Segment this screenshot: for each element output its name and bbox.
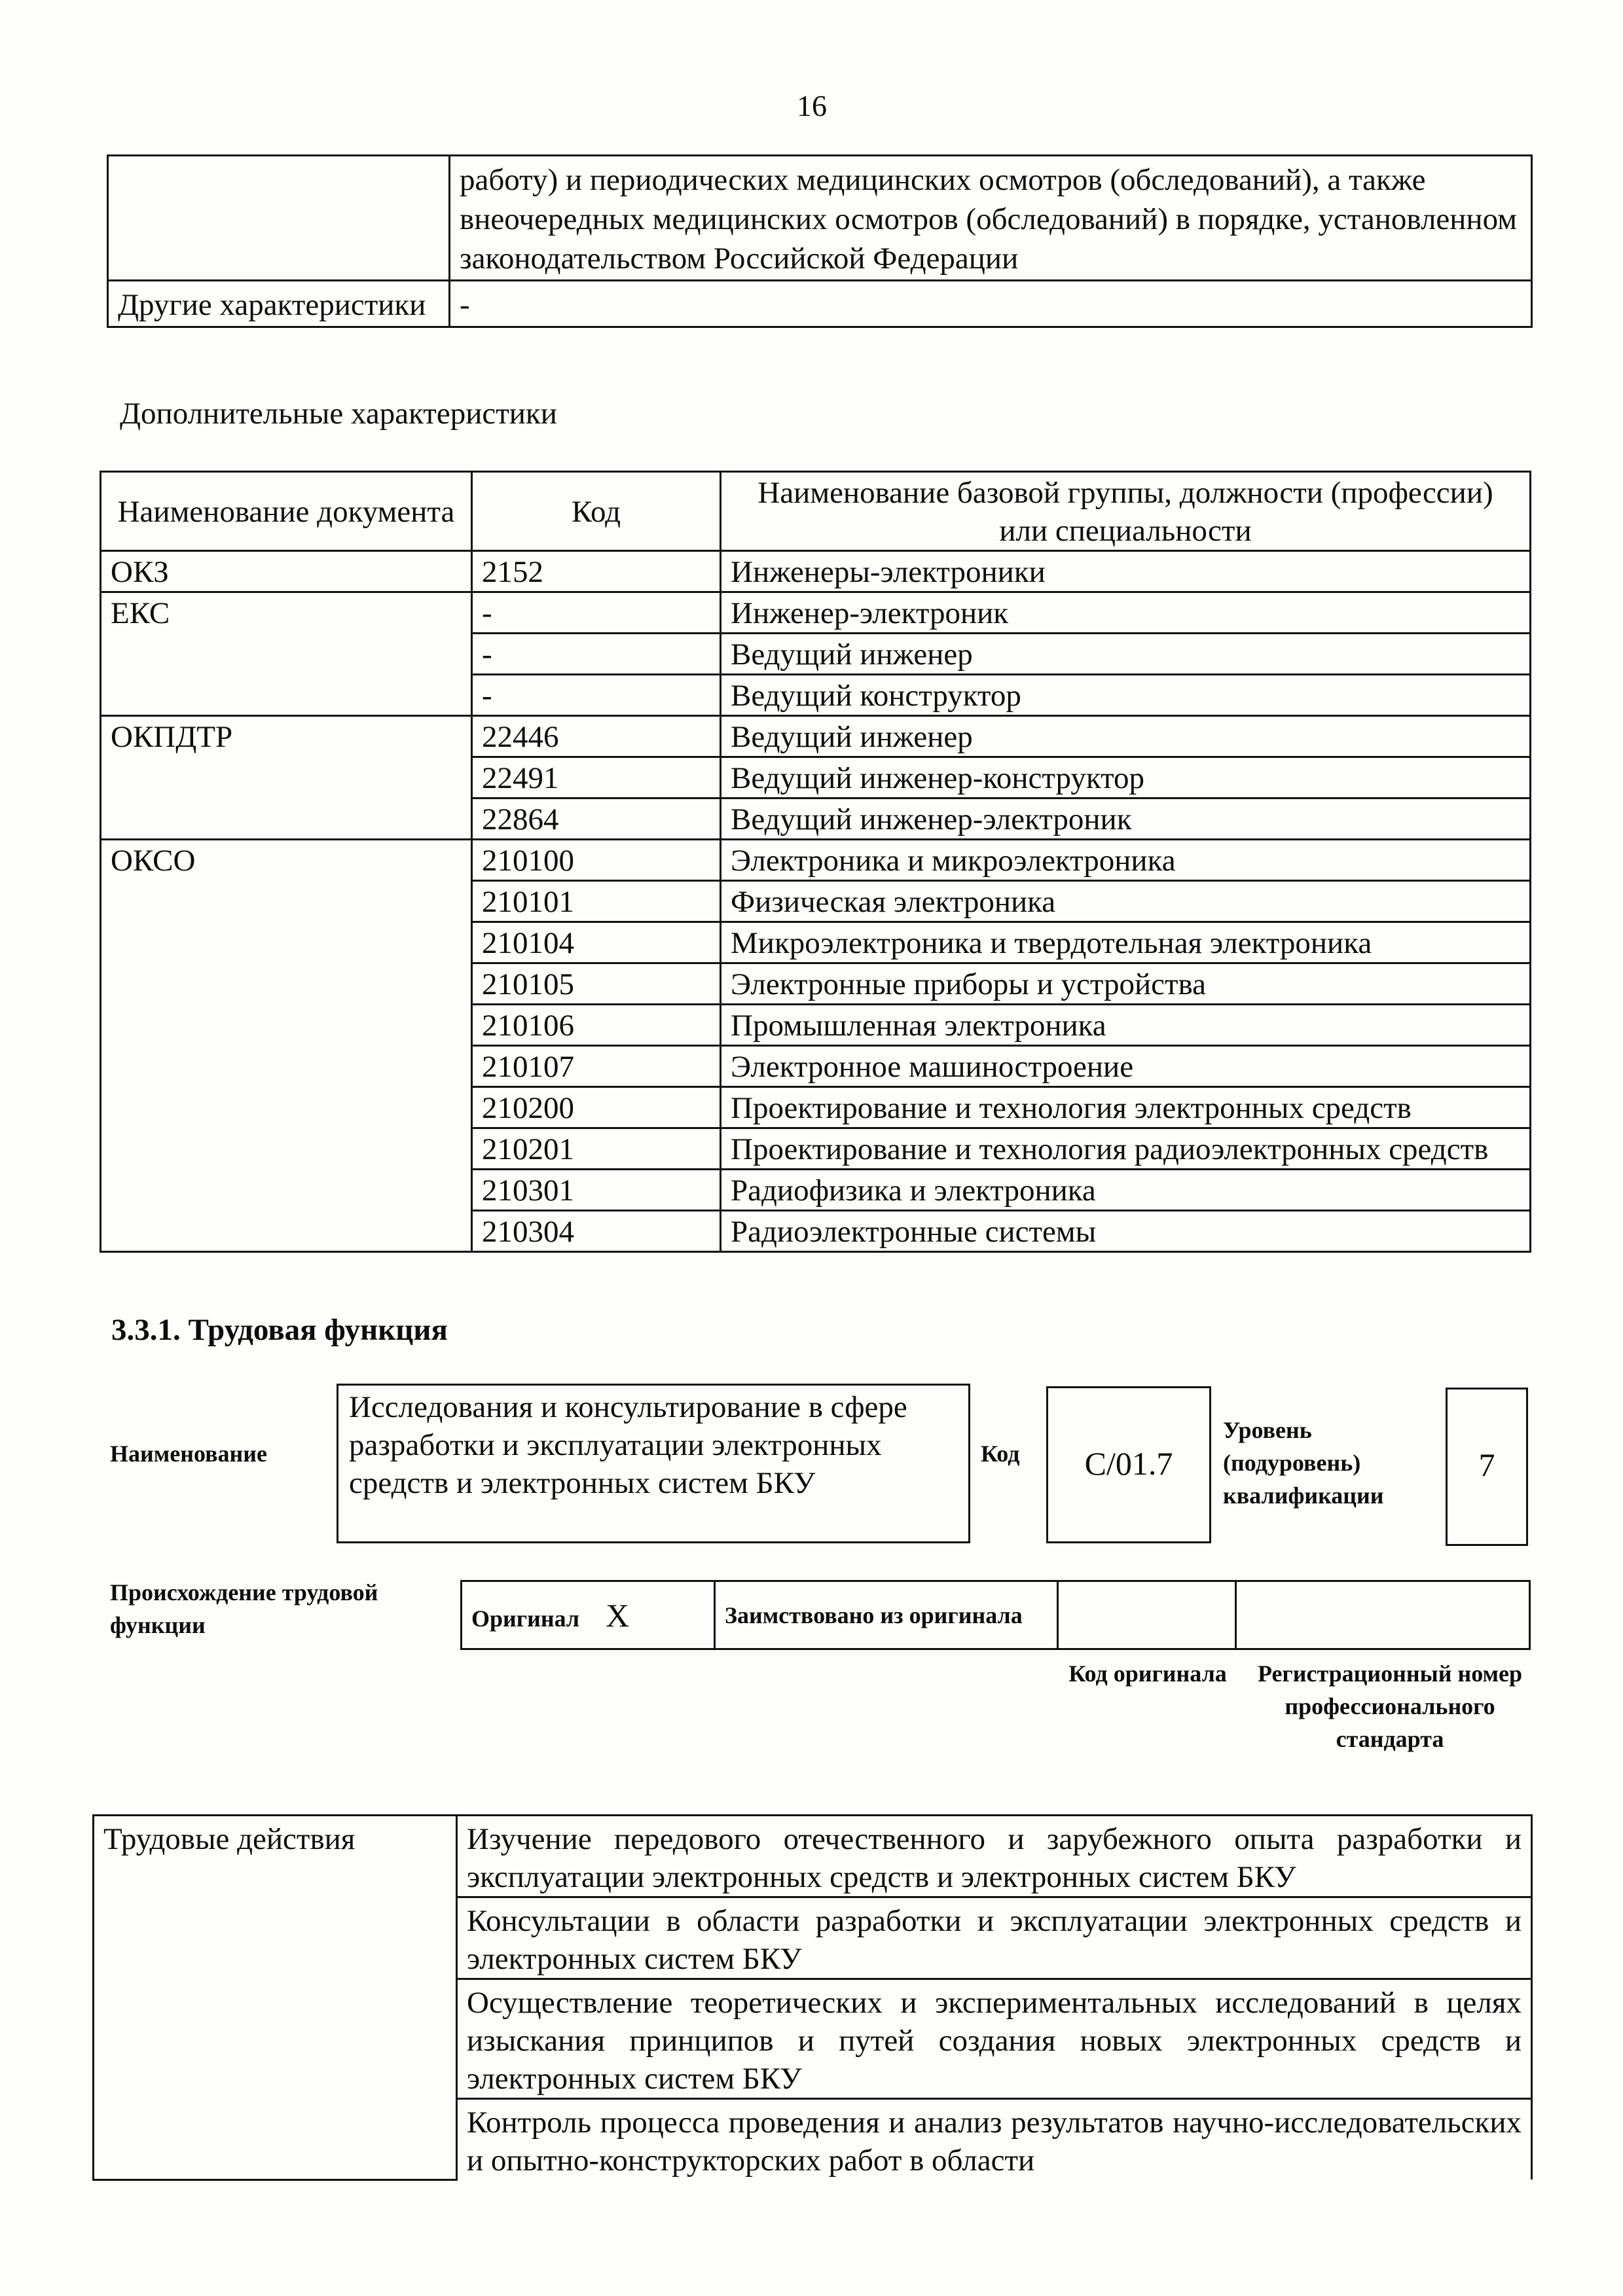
name-cell: Промышленная электроника bbox=[721, 1005, 1531, 1046]
original-code-cell bbox=[1058, 1581, 1236, 1649]
code-cell: 210100 bbox=[472, 840, 721, 881]
code-cell: - bbox=[472, 675, 721, 716]
name-cell: Электронные приборы и устройства bbox=[721, 963, 1531, 1005]
table-row bbox=[94, 1816, 1532, 1897]
table-header-row bbox=[101, 472, 1531, 551]
origin-table bbox=[460, 1580, 1531, 1650]
table-row bbox=[101, 840, 1531, 881]
labor-actions-label: Трудовые действия bbox=[94, 1816, 457, 2180]
code-cell: 210105 bbox=[472, 963, 721, 1005]
top-table bbox=[107, 154, 1533, 328]
table-row bbox=[462, 1581, 1530, 1649]
table-row bbox=[101, 551, 1531, 592]
name-cell: Ведущий инженер bbox=[721, 634, 1531, 675]
code-cell: 210301 bbox=[472, 1170, 721, 1211]
name-cell: Ведущий инженер bbox=[721, 716, 1531, 757]
other-characteristics-label: Другие характеристики bbox=[108, 281, 450, 327]
labor-action-item: Изучение передового отечественного и зарубежного опыта разработки и эксплуатации электронных средств и электронных систем БКУ bbox=[457, 1816, 1532, 1897]
code-cell: 210106 bbox=[472, 1005, 721, 1046]
name-cell: Электроника и микроэлектроника bbox=[721, 840, 1531, 881]
name-cell: Радиофизика и электроника bbox=[721, 1170, 1531, 1211]
labor-actions-table bbox=[92, 1814, 1533, 2181]
name-cell: Инженер-электроник bbox=[721, 592, 1531, 634]
code-cell: 210304 bbox=[472, 1211, 721, 1252]
name-cell: Ведущий инженер-электроник bbox=[721, 798, 1531, 840]
table-cell bbox=[108, 156, 450, 281]
code-cell: 22446 bbox=[472, 716, 721, 757]
table-row bbox=[108, 156, 1532, 281]
column-header-code: Код bbox=[472, 472, 721, 551]
code-cell: 210104 bbox=[472, 922, 721, 963]
name-cell: Электронное машиностроение bbox=[721, 1046, 1531, 1087]
original-mark: X bbox=[606, 1596, 630, 1634]
code-cell: 210107 bbox=[472, 1046, 721, 1087]
level-value-box: 7 bbox=[1446, 1388, 1528, 1546]
level-label: Уровень (подуровень) квалификации bbox=[1223, 1417, 1384, 1509]
table-row bbox=[101, 592, 1531, 634]
section-heading: 3.3.1. Трудовая функция bbox=[111, 1313, 448, 1347]
name-cell: Радиоэлектронные системы bbox=[721, 1211, 1531, 1252]
original-cell bbox=[462, 1581, 715, 1649]
code-cell: - bbox=[472, 634, 721, 675]
borrowed-label: Заимствовано из оригинала bbox=[725, 1602, 1023, 1628]
continuation-text: работу) и периодических медицинских осмотров (обследований), а также внеочередных медицинских осмотров (обследований) в порядке, установленном законодательством Российской Федерации bbox=[450, 156, 1532, 281]
code-cell: - bbox=[472, 592, 721, 634]
borrowed-cell bbox=[715, 1581, 1058, 1649]
code-cell: 210200 bbox=[472, 1087, 721, 1128]
code-cell: 210201 bbox=[472, 1128, 721, 1170]
origin-label: Происхождение трудовой функции bbox=[110, 1579, 378, 1638]
other-characteristics-value: - bbox=[450, 281, 1532, 327]
labor-action-item: Консультации в области разработки и эксплуатации электронных средств и электронных систем БКУ bbox=[457, 1897, 1532, 1979]
code-label: Код bbox=[981, 1441, 1020, 1467]
table-row bbox=[108, 281, 1532, 327]
doc-cell: ЕКС bbox=[101, 592, 472, 716]
code-cell: 22491 bbox=[472, 757, 721, 798]
doc-cell: ОКЗ bbox=[101, 551, 472, 592]
labor-action-item: Осуществление теоретических и экспериментальных исследований в целях изыскания принципов и путей создания новых электронных средств и электронных систем БКУ bbox=[457, 1979, 1532, 2099]
code-cell: 22864 bbox=[472, 798, 721, 840]
registration-number-cell bbox=[1236, 1581, 1530, 1649]
name-cell: Физическая электроника bbox=[721, 881, 1531, 922]
name-label: Наименование bbox=[110, 1441, 267, 1467]
column-header-name: Наименование базовой группы, должности (профессии) или специальности bbox=[721, 472, 1531, 551]
column-header-doc: Наименование документа bbox=[101, 472, 472, 551]
page-number: 16 bbox=[797, 89, 827, 122]
doc-cell: ОКПДТР bbox=[101, 716, 472, 840]
name-cell: Ведущий конструктор bbox=[721, 675, 1531, 716]
name-cell: Инженеры-электроники bbox=[721, 551, 1531, 592]
function-code-box: C/01.7 bbox=[1046, 1386, 1211, 1543]
extra-characteristics-table bbox=[100, 471, 1531, 1253]
code-cell: 2152 bbox=[472, 551, 721, 592]
registration-number-caption: Регистрационный номер профессионального стандарта bbox=[1257, 1660, 1523, 1752]
name-cell: Проектирование и технология радиоэлектронных средств bbox=[721, 1128, 1531, 1170]
function-name-box: Исследования и консультирование в сфере разработки и эксплуатации электронных средств и электронных систем БКУ bbox=[337, 1384, 970, 1543]
name-cell: Микроэлектроника и твердотельная электроника bbox=[721, 922, 1531, 963]
original-code-caption: Код оригинала bbox=[1068, 1660, 1227, 1687]
doc-cell: ОКСО bbox=[101, 840, 472, 1252]
section-title: Дополнительные характеристики bbox=[120, 397, 557, 431]
name-cell: Ведущий инженер-конструктор bbox=[721, 757, 1531, 798]
code-cell: 210101 bbox=[472, 881, 721, 922]
original-label: Оригинал bbox=[471, 1605, 580, 1632]
table-row bbox=[101, 716, 1531, 757]
labor-action-item: Контроль процесса проведения и анализ результатов научно-исследовательских и опытно-конструкторских работ в области bbox=[457, 2099, 1532, 2180]
name-cell: Проектирование и технология электронных средств bbox=[721, 1087, 1531, 1128]
